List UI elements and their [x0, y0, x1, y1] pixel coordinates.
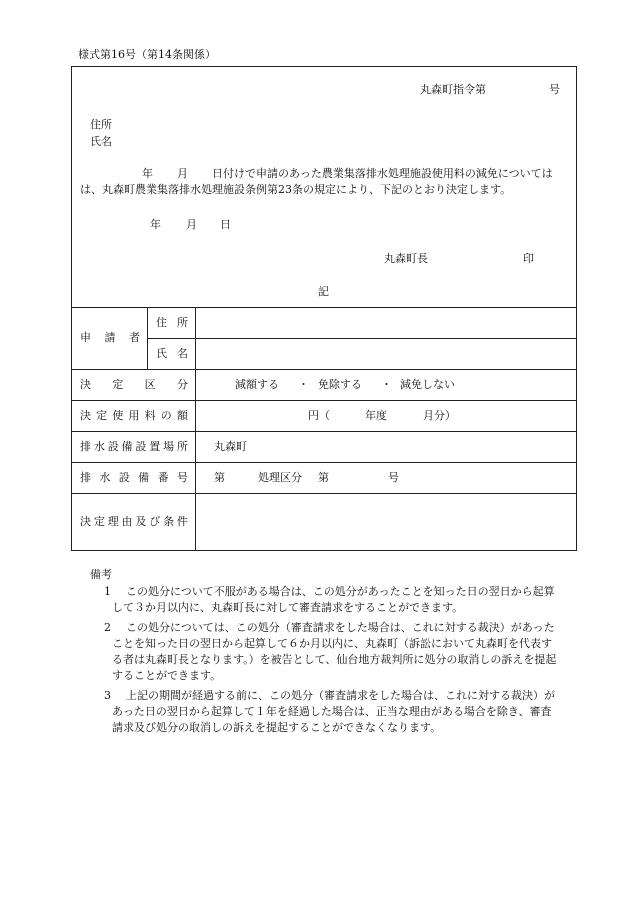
- number-go: 号: [388, 471, 399, 484]
- fee-fiscal-year: 年度: [365, 409, 387, 422]
- option-exempt: 免除する: [318, 378, 362, 391]
- remark-line: この処分については、この処分（審査請求をした場合は、これに対する裁決）があった: [126, 621, 555, 634]
- reason-label: [80, 515, 188, 529]
- fee-char: 用: [128, 409, 140, 422]
- fee-char: の: [160, 409, 172, 422]
- applicant-char: 請: [104, 331, 116, 344]
- option-none: 減免しない: [400, 378, 455, 391]
- reason-char: 理: [107, 515, 119, 528]
- body-month-mark: 月: [177, 167, 188, 180]
- decision-type-char: 定: [112, 378, 124, 391]
- fee-label: [80, 409, 188, 423]
- address-char: 住: [156, 316, 167, 329]
- number-char: 番: [157, 471, 169, 484]
- option-reduce: 減額する: [235, 378, 279, 391]
- issuer-seal: 印: [523, 252, 534, 265]
- applicant-label: [80, 331, 140, 345]
- issuer-title: 丸森町長: [384, 252, 428, 265]
- remark-line: あった日の翌日から起算して１年を経過した場合は、正当な理由がある場合を除き、審査: [112, 705, 552, 718]
- remark-line: この処分について不服がある場合は、この処分があったことを知った日の翌日から起算: [126, 585, 555, 598]
- reason-char: 件: [176, 515, 188, 528]
- decision-type-label: [80, 378, 188, 392]
- reason-char: び: [149, 515, 161, 528]
- remark-line: 上記の期間が経過する前に、この処分（審査請求をした場合は、これに対する裁決）が: [126, 689, 555, 702]
- applicant-address-label: [156, 316, 188, 330]
- fee-yen: 円（: [308, 409, 330, 422]
- applicant-name-label: [156, 347, 188, 361]
- decision-type-char: 分: [176, 378, 188, 391]
- number-category: 処理区分: [258, 471, 302, 484]
- form-id: 様式第16号（第14条関係）: [78, 48, 216, 61]
- location-char: 場: [163, 440, 175, 453]
- number-char: 号: [176, 471, 188, 484]
- location-char: 排: [80, 440, 91, 453]
- table-applicant-divider: [147, 307, 148, 369]
- fee-char: 額: [176, 409, 188, 422]
- remark-number: 1: [104, 585, 111, 598]
- decision-type-char: 区: [144, 378, 156, 391]
- reason-char: 定: [93, 515, 105, 528]
- reason-char: 由: [121, 515, 133, 528]
- location-char: 備: [121, 440, 133, 453]
- location-label: [80, 440, 188, 454]
- option-separator: ・: [298, 378, 309, 391]
- table-rule-2: [71, 369, 577, 370]
- remark-line: る者は丸森町長となります。）を被告として、仙台地方裁判所に処分の取消しの訴えを提起: [112, 653, 557, 666]
- table-rule-3: [71, 400, 577, 401]
- location-value: 丸森町: [214, 440, 247, 453]
- remark-line: 請求及び処分の取消しの訴えを提起することができなくなります。: [112, 721, 442, 734]
- fee-char: 料: [144, 409, 156, 422]
- location-char: 設: [107, 440, 119, 453]
- date-day: 日: [220, 218, 231, 231]
- address-label: 住所: [90, 118, 112, 131]
- remark-line: ことを知った日の翌日から起算して６か月以内に、丸森町（訴訟において丸森町を代表す: [112, 637, 552, 650]
- name-label: 氏名: [90, 135, 112, 148]
- location-char: 水: [93, 440, 105, 453]
- location-char: 置: [149, 440, 161, 453]
- doc-number-suffix: 号: [549, 83, 560, 96]
- remark-line: することができます。: [112, 669, 222, 682]
- name-char: 氏: [156, 347, 167, 360]
- remark-number: 2: [104, 621, 111, 634]
- ki-mark: 記: [318, 285, 329, 298]
- number-char: 排: [80, 471, 91, 484]
- body-year-mark: 年: [142, 167, 153, 180]
- decision-type-char: 決: [80, 378, 91, 391]
- number-char: 設: [118, 471, 130, 484]
- applicant-char: 者: [129, 331, 140, 344]
- body-line1: 日付けで申請のあった農業集落排水処理施設使用料の減免については: [212, 167, 553, 180]
- number-dai: 第: [214, 471, 225, 484]
- location-char: 所: [176, 440, 188, 453]
- number-dai-2: 第: [318, 471, 329, 484]
- name-char: 名: [177, 347, 188, 360]
- table-rule-5: [71, 462, 577, 463]
- applicant-char: 申: [80, 331, 91, 344]
- doc-number-prefix: 丸森町指令第: [420, 83, 486, 96]
- fee-char: 決: [80, 409, 91, 422]
- number-label: [80, 471, 188, 485]
- reason-char: 条: [163, 515, 175, 528]
- address-char: 所: [177, 316, 188, 329]
- remark-line: して３か月以内に、丸森町長に対して審査請求をすることができます。: [112, 601, 464, 614]
- table-applicant-mid-rule: [147, 338, 577, 339]
- fee-char: 使: [112, 409, 124, 422]
- reason-char: 決: [80, 515, 91, 528]
- date-month: 月: [186, 218, 197, 231]
- number-char: 水: [99, 471, 111, 484]
- fee-char: 定: [96, 409, 108, 422]
- table-rule-6: [71, 493, 577, 494]
- table-rule-4: [71, 431, 577, 432]
- date-year: 年: [150, 218, 161, 231]
- remarks-title: 備考: [90, 568, 112, 581]
- option-separator: ・: [381, 378, 392, 391]
- body-line2: は、丸森町農業集落排水処理施設条例第23条の規定により、下記のとおり決定します。: [80, 183, 512, 196]
- reason-char: 及: [135, 515, 147, 528]
- number-char: 備: [138, 471, 150, 484]
- table-label-divider: [195, 307, 196, 551]
- location-char: 設: [135, 440, 147, 453]
- remark-number: 3: [104, 689, 111, 702]
- fee-month: 月分）: [423, 409, 456, 422]
